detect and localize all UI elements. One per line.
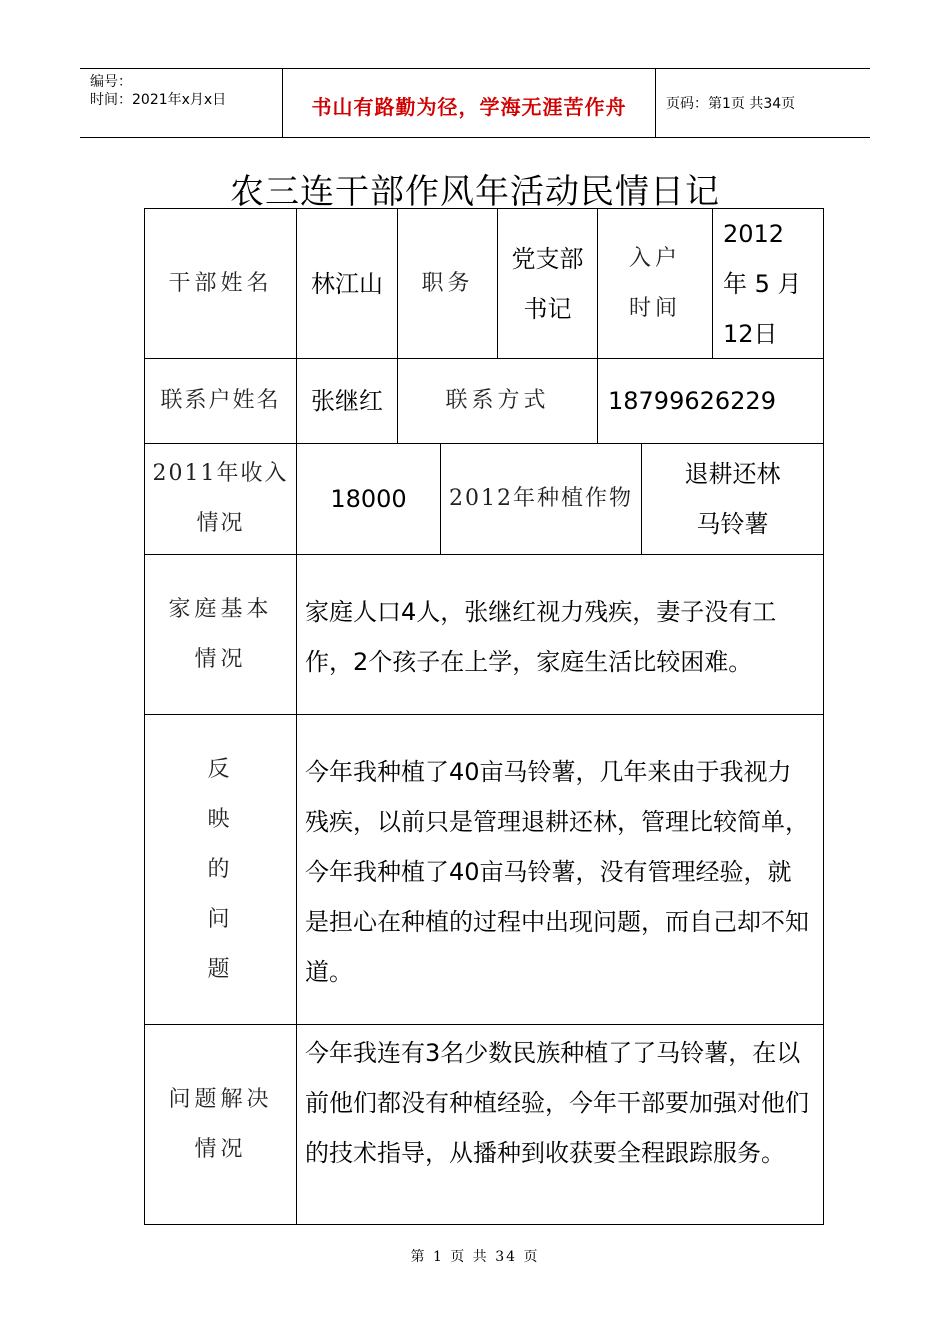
contact-phone: 18799626229 — [597, 358, 824, 444]
family-label-line2: 情况 — [194, 646, 247, 672]
visit-date — [712, 208, 824, 359]
solution-label-line1: 问题解决 — [168, 1086, 273, 1112]
issue-label-char: 题 — [207, 956, 234, 982]
crops-value — [641, 443, 824, 555]
solution-label-line2: 情况 — [194, 1136, 247, 1162]
time-label: 时间：2021年x月x日 — [90, 92, 227, 108]
position-label: 职务 — [397, 208, 498, 359]
header-motto-cell — [282, 69, 656, 137]
contact-name-label: 联系户姓名 — [144, 358, 297, 444]
position-line1: 党支部 — [511, 244, 584, 273]
number-label: 编号： — [90, 74, 132, 90]
crops-line1: 退耕还林 — [684, 460, 781, 488]
issue-label — [144, 714, 297, 1025]
document-header — [80, 68, 870, 138]
header-meta — [80, 69, 282, 137]
position-value — [497, 208, 598, 359]
visit-time-label — [597, 208, 713, 359]
page-title: 农三连干部作风年活动民情日记 — [230, 172, 720, 212]
issue-label-char: 反 — [207, 756, 234, 782]
solution-label — [144, 1024, 297, 1225]
family-label-line1: 家庭基本 — [168, 596, 273, 622]
page-label: 页码：第1页 共34页 — [666, 96, 796, 112]
motto: 书山有路勤为径，学海无涯苦作舟 — [311, 95, 627, 119]
income-label-line1: 2011年收入 — [152, 461, 289, 486]
visit-time-label-line1: 入户 — [628, 245, 681, 271]
contact-method-label: 联系方式 — [397, 358, 598, 444]
header-page-cell — [656, 69, 870, 137]
crops-line2: 马铃薯 — [696, 510, 769, 538]
income-value: 18000 — [296, 443, 441, 555]
solution-text: 今年我连有3名少数民族种植了了马铃薯，在以前他们都没有种植经验，今年干部要加强对他们的技术指导，从播种到收获要全程跟踪服务。 — [296, 1024, 824, 1225]
cadre-name-label: 干部姓名 — [144, 208, 297, 359]
family-label — [144, 554, 297, 715]
cadre-name: 林江山 — [296, 208, 398, 359]
visit-time-label-line2: 时间 — [628, 295, 681, 321]
position-line2: 书记 — [523, 294, 572, 323]
crops-label: 2012年种植作物 — [440, 443, 642, 555]
income-label-line2: 情况 — [196, 511, 245, 536]
visit-date-line1: 2012 — [723, 219, 785, 248]
issue-label-char: 映 — [207, 806, 234, 832]
income-label — [144, 443, 297, 555]
family-text: 家庭人口4人，张继红视力残疾，妻子没有工作，2个孩子在上学，家庭生活比较困难。 — [296, 554, 824, 715]
visit-date-line2: 年 5 月 — [723, 269, 802, 298]
visit-date-line3: 12日 — [723, 319, 778, 348]
issue-label-char: 的 — [207, 856, 234, 882]
page-footer: 第 1 页 共 34 页 — [410, 1249, 540, 1265]
contact-name: 张继红 — [296, 358, 398, 444]
issue-label-char: 问 — [207, 906, 234, 932]
issue-text: 今年我种植了40亩马铃薯，几年来由于我视力残疾，以前只是管理退耕还林，管理比较简单，今年我种植了40亩马铃薯，没有管理经验，就是担心在种植的过程中出现问题，而自己却不知道。 — [296, 714, 824, 1025]
